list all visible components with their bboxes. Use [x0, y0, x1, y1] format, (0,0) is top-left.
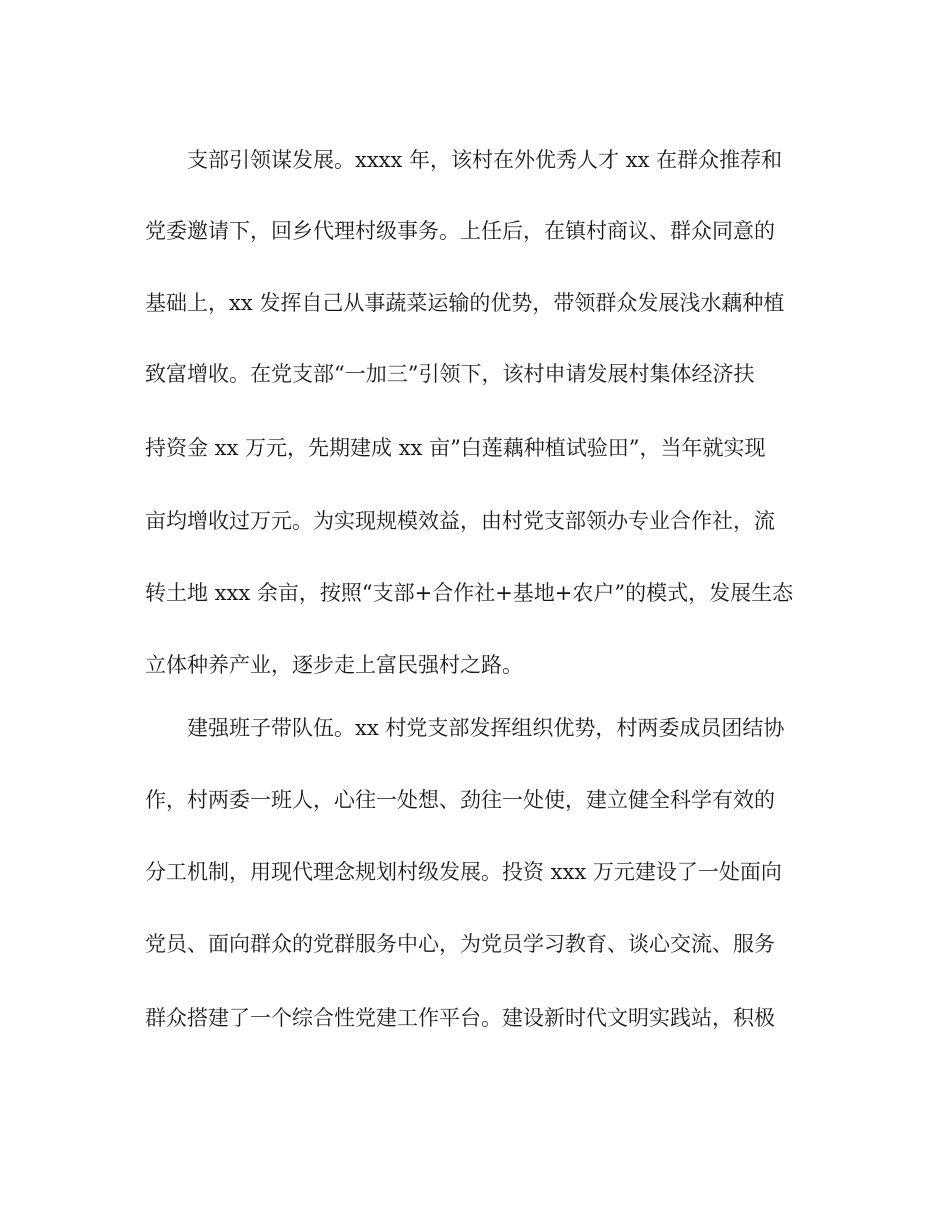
paragraph-line: 群众搭建了一个综合性党建工作平台。建设新时代文明实践站，积极 — [145, 1006, 775, 1030]
paragraph-line: 致富增收。在党支部“一加三”引领下，该村申请发展村集体经济扶 — [145, 362, 755, 386]
paragraph-line: 建强班子带队伍。xx 村党支部发挥组织优势，村两委成员团结协 — [187, 716, 785, 740]
paragraph-line: 党委邀请下，回乡代理村级事务。上任后，在镇村商议、群众同意的 — [145, 219, 775, 243]
paragraph-line: 作，村两委一班人，心往一处想、劲往一处使，建立健全科学有效的 — [145, 788, 775, 812]
paragraph-line: 党员、面向群众的党群服务中心，为党员学习教育、谈心交流、服务 — [145, 932, 775, 956]
paragraph-line: 基础上，xx 发挥自己从事蔬菜运输的优势，带领群众发展浅水藕种植 — [145, 291, 785, 315]
paragraph-line: 转土地 xxx 余亩，按照“支部+合作社+基地+农户”的模式，发展生态 — [145, 581, 794, 605]
paragraph-line: 亩均增收过万元。为实现规模效益，由村党支部领办专业合作社，流 — [145, 509, 775, 533]
paragraph-line: 持资金 xx 万元，先期建成 xx 亩”白莲藕种植试验田”，当年就实现 — [145, 436, 766, 460]
paragraph-line: 分工机制，用现代理念规划村级发展。投资 xxx 万元建设了一处面向 — [145, 860, 782, 884]
paragraph-line: 立体种养产业，逐步走上富民强村之路。 — [145, 653, 523, 677]
paragraph-line: 支部引领谋发展。xxxx 年，该村在外优秀人才 xx 在群众推荐和 — [187, 148, 783, 172]
